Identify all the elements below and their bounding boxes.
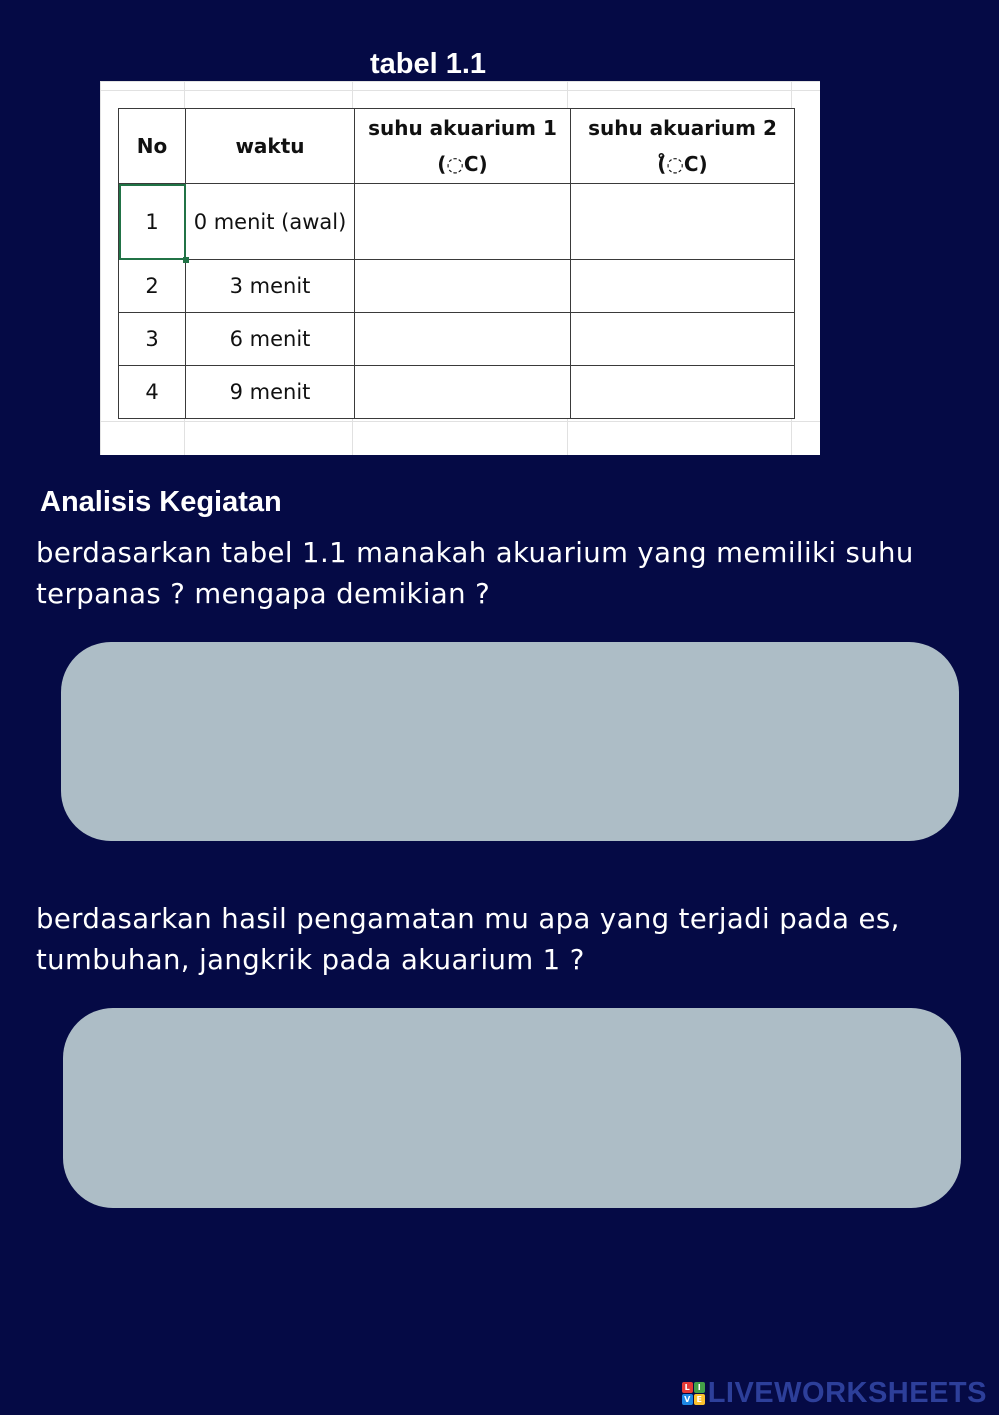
cell-waktu: 9 menit xyxy=(186,366,355,419)
header-no: No xyxy=(119,109,186,184)
cell-waktu: 3 menit xyxy=(186,260,355,313)
cell-waktu: 6 menit xyxy=(186,313,355,366)
header-suhu-akuarium-1 xyxy=(355,109,571,184)
header-waktu: waktu xyxy=(186,109,355,184)
question-2: berdasarkan hasil pengamatan mu apa yang terjadi pada es, tumbuhan, jangkrik pada akuarium 1 ? xyxy=(36,903,900,976)
table-row xyxy=(119,313,795,366)
sheet-gridline xyxy=(100,421,820,422)
answer-box-2[interactable] xyxy=(63,1008,961,1208)
selection-handle xyxy=(183,257,189,263)
cell-no: 4 xyxy=(119,366,186,419)
observation-table xyxy=(118,108,795,419)
table-caption: tabel 1.1 xyxy=(369,48,487,80)
cell-no xyxy=(119,184,186,260)
liveworksheets-logo-icon xyxy=(682,1382,705,1405)
header-suhu1-unit: (◌C) xyxy=(437,152,488,176)
table-row xyxy=(119,366,795,419)
header-suhu2-label: suhu akuarium 2 xyxy=(588,116,777,140)
cell-no: 2 xyxy=(119,260,186,313)
header-suhu2-unit: (̊◌C) xyxy=(657,152,708,176)
sheet-gridline xyxy=(100,90,820,91)
question-1: berdasarkan tabel 1.1 manakah akuarium yang memiliki suhu terpanas ? mengapa demikian ? xyxy=(36,537,914,610)
cell-suhu1 xyxy=(355,313,571,366)
header-suhu-akuarium-2 xyxy=(571,109,795,184)
cell-suhu1 xyxy=(355,366,571,419)
cell-no-value: 1 xyxy=(145,209,159,234)
logo-letter: E xyxy=(694,1394,705,1405)
brand-text: LIVEWORKSHEETS xyxy=(707,1377,987,1409)
logo-letter: V xyxy=(682,1394,693,1405)
logo-letter: L xyxy=(682,1382,693,1393)
cell-suhu2 xyxy=(571,260,795,313)
cell-suhu2 xyxy=(571,313,795,366)
cell-waktu: 0 menit (awal) xyxy=(186,184,355,260)
answer-box-1[interactable] xyxy=(61,642,959,841)
cell-no: 3 xyxy=(119,313,186,366)
cell-suhu2 xyxy=(571,366,795,419)
table-row xyxy=(119,184,795,260)
cell-suhu2 xyxy=(571,184,795,260)
cell-suhu1 xyxy=(355,260,571,313)
spreadsheet-image xyxy=(100,81,820,455)
table-header-row xyxy=(119,109,795,184)
table-row xyxy=(119,260,795,313)
liveworksheets-brand xyxy=(682,1378,987,1408)
cell-suhu1 xyxy=(355,184,571,260)
logo-letter: I xyxy=(694,1382,705,1393)
header-suhu1-label: suhu akuarium 1 xyxy=(368,116,557,140)
section-heading: Analisis Kegiatan xyxy=(40,486,282,518)
